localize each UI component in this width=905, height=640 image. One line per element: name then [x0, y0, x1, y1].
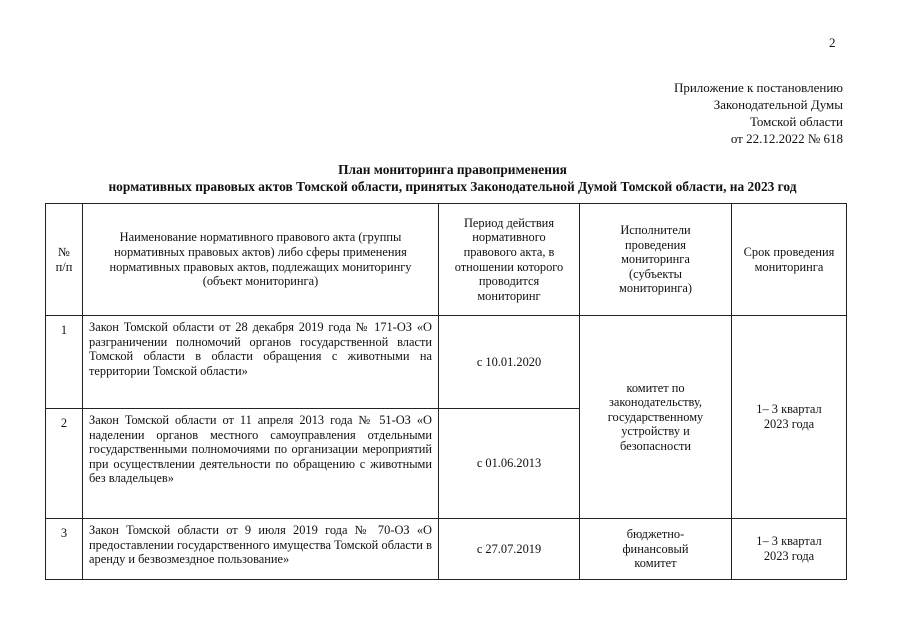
appendix-line: Законодательной Думы — [713, 97, 843, 112]
header-act-name: Наименование нормативного правового акта (группы нормативных правовых актов) либо сферы применения нормативных правовых актов, подлежащих мониторингу (объект мониторинга) — [83, 204, 439, 316]
row-act: Закон Томской области от 9 июля 2019 года № 70-ОЗ «О предоставлении государственного имущества Томской области в аренду и безвозмездное пользование» — [83, 519, 439, 580]
appendix-note — [674, 79, 843, 147]
row-period: с 10.01.2020 — [439, 316, 580, 409]
header-number: № п/п — [46, 204, 83, 316]
table-header-row — [46, 204, 847, 316]
row-executor: бюджетно-финансовый комитет — [580, 519, 732, 580]
row-act: Закон Томской области от 11 апреля 2013 года № 51-ОЗ «О наделении органов местного самоуправления отдельными государственными полномочиями по организации мероприятий при осуществлении деятельности по обращению с животными без владельцев» — [83, 409, 439, 519]
appendix-line: от 22.12.2022 № 618 — [730, 131, 843, 146]
header-term: Срок проведения мониторинга — [732, 204, 847, 316]
row-act: Закон Томской области от 28 декабря 2019 года № 171-ОЗ «О разграничении полномочий органов государственной власти Томской области в области обращения с животными на территории Томской области» — [83, 316, 439, 409]
appendix-line: Приложение к постановлению — [673, 80, 843, 95]
appendix-line: Томской области — [749, 114, 843, 129]
merged-executor: комитет по законодательству, государственному устройству и безопасности — [580, 316, 732, 519]
header-executors: Исполнители проведения мониторинга (субъекты мониторинга) — [580, 204, 732, 316]
table-row — [46, 316, 847, 409]
row-period: с 27.07.2019 — [439, 519, 580, 580]
page-number: 2 — [829, 35, 836, 50]
row-number: 3 — [46, 519, 83, 580]
document-title — [0, 161, 905, 195]
merged-term: 1– 3 квартал 2023 года — [732, 316, 847, 519]
title-line-2: нормативных правовых актов Томской области, принятых Законодательной Думой Томской области, на 2023 год — [108, 179, 797, 194]
table-row — [46, 519, 847, 580]
header-period: Период действия нормативного правового акта, в отношении которого проводится мониторинг — [439, 204, 580, 316]
row-number: 2 — [46, 409, 83, 519]
title-line-1: План мониторинга правоприменения — [338, 162, 567, 177]
row-period: с 01.06.2013 — [439, 409, 580, 519]
row-number: 1 — [46, 316, 83, 409]
row-term: 1– 3 квартал 2023 года — [732, 519, 847, 580]
monitoring-plan-table — [45, 203, 847, 580]
